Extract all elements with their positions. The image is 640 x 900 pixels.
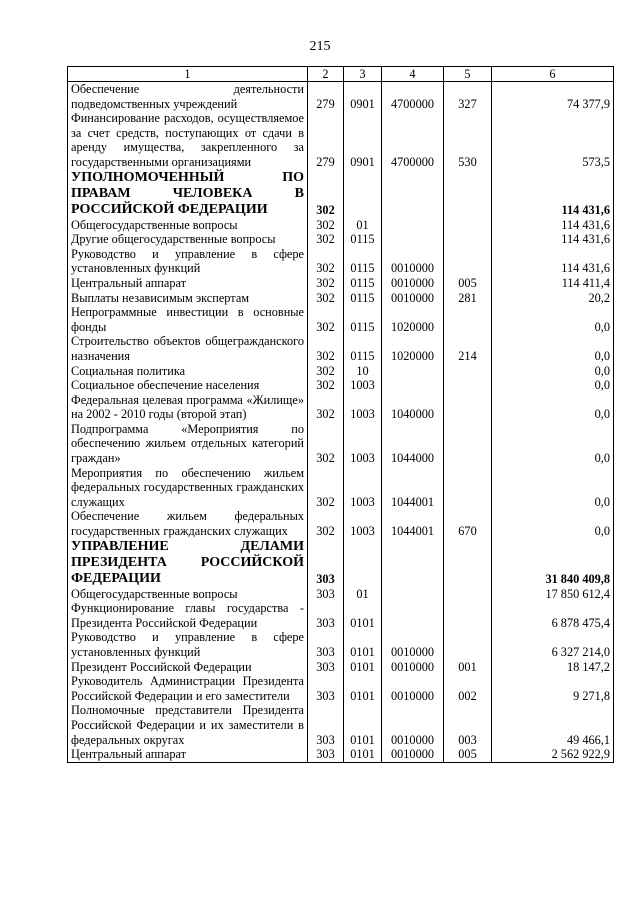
row-ministry-code-cell: 302 <box>308 378 344 393</box>
table-row <box>68 630 614 659</box>
row-target-code-cell <box>382 378 444 393</box>
row-ministry-code-cell: 302 <box>308 170 344 218</box>
row-section-code-cell: 10 <box>344 364 382 379</box>
row-section-code-cell: 01 <box>344 218 382 233</box>
row-expense-type-cell <box>444 305 492 334</box>
table-row <box>68 111 614 169</box>
row-section-code-cell: 0115 <box>344 334 382 363</box>
row-amount-cell: 573,5 <box>492 111 614 169</box>
table-row <box>68 703 614 747</box>
row-expense-type-cell <box>444 218 492 233</box>
row-ministry-code-cell: 302 <box>308 305 344 334</box>
row-name-cell: Руководство и управление в сфере установленных функций <box>68 630 308 659</box>
row-section-code-cell: 0115 <box>344 291 382 306</box>
row-target-code-cell <box>382 218 444 233</box>
row-ministry-code-cell: 302 <box>308 232 344 247</box>
row-target-code-cell <box>382 232 444 247</box>
row-expense-type-cell: 005 <box>444 276 492 291</box>
row-name-cell: УПРАВЛЕНИЕ ДЕЛАМИ ПРЕЗИДЕНТА РОССИЙСКОЙ ФЕДЕРАЦИИ <box>68 539 308 587</box>
row-ministry-code-cell: 303 <box>308 747 344 762</box>
row-amount-cell: 0,0 <box>492 334 614 363</box>
row-target-code-cell: 0010000 <box>382 747 444 762</box>
budget-table <box>67 66 614 763</box>
row-amount-cell: 20,2 <box>492 291 614 306</box>
row-ministry-code-cell: 279 <box>308 82 344 112</box>
row-ministry-code-cell: 302 <box>308 466 344 510</box>
row-target-code-cell <box>382 170 444 218</box>
row-target-code-cell: 0010000 <box>382 660 444 675</box>
row-amount-cell: 31 840 409,8 <box>492 539 614 587</box>
row-expense-type-cell <box>444 630 492 659</box>
row-section-code-cell: 1003 <box>344 393 382 422</box>
table-row <box>68 276 614 291</box>
row-target-code-cell: 1044001 <box>382 509 444 538</box>
table-row <box>68 509 614 538</box>
row-name-cell: Центральный аппарат <box>68 747 308 762</box>
table-row <box>68 393 614 422</box>
row-expense-type-cell: 281 <box>444 291 492 306</box>
row-section-code-cell: 01 <box>344 587 382 602</box>
table-row <box>68 378 614 393</box>
row-name-cell: Обеспечение деятельности подведомственных учреждений <box>68 82 308 112</box>
row-target-code-cell <box>382 539 444 587</box>
row-expense-type-cell: 005 <box>444 747 492 762</box>
row-expense-type-cell <box>444 422 492 466</box>
row-target-code-cell: 4700000 <box>382 111 444 169</box>
row-name-cell: Строительство объектов общегражданского назначения <box>68 334 308 363</box>
row-amount-cell: 0,0 <box>492 305 614 334</box>
row-amount-cell: 2 562 922,9 <box>492 747 614 762</box>
page-number: 215 <box>309 39 331 54</box>
header-col-3: 3 <box>344 67 382 82</box>
row-amount-cell: 49 466,1 <box>492 703 614 747</box>
header-col-5: 5 <box>444 67 492 82</box>
row-target-code-cell: 0010000 <box>382 703 444 747</box>
row-expense-type-cell <box>444 232 492 247</box>
row-section-code-cell: 0901 <box>344 111 382 169</box>
row-section-code-cell: 0101 <box>344 601 382 630</box>
row-amount-cell: 9 271,8 <box>492 674 614 703</box>
row-name-cell: Выплаты независимым экспертам <box>68 291 308 306</box>
row-section-code-cell <box>344 170 382 218</box>
table-row <box>68 674 614 703</box>
table-row <box>68 82 614 112</box>
row-section-code-cell: 1003 <box>344 378 382 393</box>
row-ministry-code-cell: 302 <box>308 291 344 306</box>
row-amount-cell: 0,0 <box>492 393 614 422</box>
row-name-cell: Федеральная целевая программа «Жилище» на 2002 - 2010 годы (второй этап) <box>68 393 308 422</box>
header-col-1: 1 <box>68 67 308 82</box>
row-name-cell: Социальное обеспечение населения <box>68 378 308 393</box>
row-name-cell: Подпрограмма «Мероприятия по обеспечению жильем отдельных категорий граждан» <box>68 422 308 466</box>
row-section-code-cell: 0115 <box>344 247 382 276</box>
table-body <box>68 82 614 763</box>
row-amount-cell: 0,0 <box>492 378 614 393</box>
row-section-code-cell: 0101 <box>344 660 382 675</box>
row-amount-cell: 18 147,2 <box>492 660 614 675</box>
row-section-code-cell <box>344 539 382 587</box>
row-name-cell: Общегосударственные вопросы <box>68 587 308 602</box>
row-name-cell: Общегосударственные вопросы <box>68 218 308 233</box>
row-ministry-code-cell: 302 <box>308 422 344 466</box>
row-expense-type-cell <box>444 170 492 218</box>
row-amount-cell: 6 878 475,4 <box>492 601 614 630</box>
row-section-code-cell: 1003 <box>344 422 382 466</box>
row-amount-cell: 0,0 <box>492 509 614 538</box>
row-name-cell: Мероприятия по обеспечению жильем федеральных государственных гражданских служащих <box>68 466 308 510</box>
row-section-code-cell: 0901 <box>344 82 382 112</box>
row-expense-type-cell: 003 <box>444 703 492 747</box>
row-target-code-cell: 1020000 <box>382 305 444 334</box>
table-row <box>68 305 614 334</box>
table-row <box>68 422 614 466</box>
row-target-code-cell: 0010000 <box>382 291 444 306</box>
row-target-code-cell: 0010000 <box>382 247 444 276</box>
row-section-code-cell: 0101 <box>344 674 382 703</box>
row-expense-type-cell <box>444 393 492 422</box>
row-ministry-code-cell: 279 <box>308 111 344 169</box>
row-expense-type-cell: 214 <box>444 334 492 363</box>
table-row <box>68 747 614 762</box>
table-row <box>68 291 614 306</box>
row-expense-type-cell: 001 <box>444 660 492 675</box>
row-expense-type-cell: 327 <box>444 82 492 112</box>
row-amount-cell: 114 431,6 <box>492 170 614 218</box>
row-name-cell: УПОЛНОМОЧЕННЫЙ ПО ПРАВАМ ЧЕЛОВЕКА В РОССИЙСКОЙ ФЕДЕРАЦИИ <box>68 170 308 218</box>
row-section-code-cell: 0115 <box>344 305 382 334</box>
row-target-code-cell: 0010000 <box>382 276 444 291</box>
row-expense-type-cell: 002 <box>444 674 492 703</box>
row-ministry-code-cell: 302 <box>308 334 344 363</box>
row-amount-cell: 0,0 <box>492 466 614 510</box>
row-ministry-code-cell: 303 <box>308 674 344 703</box>
table-row <box>68 364 614 379</box>
row-target-code-cell: 1020000 <box>382 334 444 363</box>
row-amount-cell: 114 431,6 <box>492 218 614 233</box>
row-expense-type-cell <box>444 378 492 393</box>
row-expense-type-cell: 670 <box>444 509 492 538</box>
row-ministry-code-cell: 303 <box>308 601 344 630</box>
row-ministry-code-cell: 302 <box>308 218 344 233</box>
table-row <box>68 232 614 247</box>
row-section-code-cell: 0115 <box>344 276 382 291</box>
row-section-code-cell: 0115 <box>344 232 382 247</box>
table-row <box>68 247 614 276</box>
table-header <box>68 67 614 82</box>
row-section-code-cell: 1003 <box>344 466 382 510</box>
row-name-cell: Функционирование главы государства - Президента Российской Федерации <box>68 601 308 630</box>
row-amount-cell: 114 431,6 <box>492 232 614 247</box>
row-target-code-cell: 1044001 <box>382 466 444 510</box>
table-row <box>68 334 614 363</box>
row-ministry-code-cell: 302 <box>308 276 344 291</box>
row-name-cell: Президент Российской Федерации <box>68 660 308 675</box>
row-expense-type-cell: 530 <box>444 111 492 169</box>
budget-table-container <box>67 66 613 763</box>
row-expense-type-cell <box>444 587 492 602</box>
row-target-code-cell: 0010000 <box>382 674 444 703</box>
row-section-code-cell: 0101 <box>344 703 382 747</box>
row-ministry-code-cell: 303 <box>308 630 344 659</box>
row-section-code-cell: 0101 <box>344 630 382 659</box>
header-row <box>68 67 614 82</box>
row-expense-type-cell <box>444 466 492 510</box>
row-target-code-cell <box>382 587 444 602</box>
row-section-code-cell: 0101 <box>344 747 382 762</box>
table-row <box>68 587 614 602</box>
row-name-cell: Непрограммные инвестиции в основные фонды <box>68 305 308 334</box>
row-ministry-code-cell: 302 <box>308 247 344 276</box>
table-row <box>68 466 614 510</box>
table-row <box>68 601 614 630</box>
row-name-cell: Руководство и управление в сфере установленных функций <box>68 247 308 276</box>
row-expense-type-cell <box>444 539 492 587</box>
row-ministry-code-cell: 303 <box>308 539 344 587</box>
row-target-code-cell <box>382 364 444 379</box>
row-amount-cell: 0,0 <box>492 422 614 466</box>
row-section-code-cell: 1003 <box>344 509 382 538</box>
row-ministry-code-cell: 302 <box>308 364 344 379</box>
row-ministry-code-cell: 302 <box>308 509 344 538</box>
row-target-code-cell <box>382 601 444 630</box>
row-target-code-cell: 0010000 <box>382 630 444 659</box>
row-amount-cell: 6 327 214,0 <box>492 630 614 659</box>
row-amount-cell: 17 850 612,4 <box>492 587 614 602</box>
row-target-code-cell: 1040000 <box>382 393 444 422</box>
row-ministry-code-cell: 303 <box>308 587 344 602</box>
row-name-cell: Социальная политика <box>68 364 308 379</box>
row-ministry-code-cell: 302 <box>308 393 344 422</box>
table-row <box>68 218 614 233</box>
row-target-code-cell: 1044000 <box>382 422 444 466</box>
row-expense-type-cell <box>444 247 492 276</box>
row-ministry-code-cell: 303 <box>308 660 344 675</box>
row-name-cell: Другие общегосударственные вопросы <box>68 232 308 247</box>
row-amount-cell: 114 411,4 <box>492 276 614 291</box>
row-name-cell: Полномочные представители Президента Российской Федерации и их заместители в федеральных округах <box>68 703 308 747</box>
row-amount-cell: 74 377,9 <box>492 82 614 112</box>
row-name-cell: Финансирование расходов, осуществляемое за счет средств, поступающих от сдачи в аренду имущества, закрепленного за государственными организациями <box>68 111 308 169</box>
row-name-cell: Обеспечение жильем федеральных государственных гражданских служащих <box>68 509 308 538</box>
header-col-6: 6 <box>492 67 614 82</box>
table-row <box>68 170 614 218</box>
row-amount-cell: 114 431,6 <box>492 247 614 276</box>
row-expense-type-cell <box>444 364 492 379</box>
row-target-code-cell: 4700000 <box>382 82 444 112</box>
table-row <box>68 660 614 675</box>
row-name-cell: Центральный аппарат <box>68 276 308 291</box>
header-col-4: 4 <box>382 67 444 82</box>
row-name-cell: Руководитель Администрации Президента Российской Федерации и его заместители <box>68 674 308 703</box>
row-amount-cell: 0,0 <box>492 364 614 379</box>
row-ministry-code-cell: 303 <box>308 703 344 747</box>
header-col-2: 2 <box>308 67 344 82</box>
row-expense-type-cell <box>444 601 492 630</box>
table-row <box>68 539 614 587</box>
